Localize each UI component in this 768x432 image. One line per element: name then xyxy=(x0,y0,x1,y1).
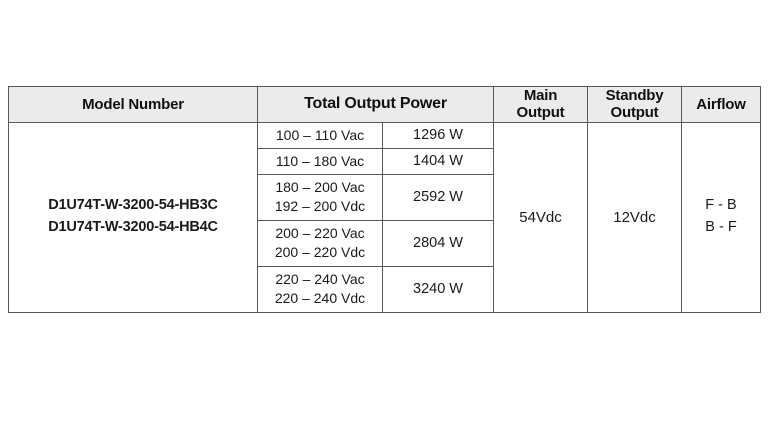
model-number-line1: D1U74T-W-3200-54-HB3C xyxy=(48,197,218,214)
cell-input-range xyxy=(258,148,383,174)
spec-table-container xyxy=(8,86,760,313)
power-supply-spec-table xyxy=(8,86,761,313)
airflow-line1: F - B xyxy=(705,197,737,214)
header-airflow: Airflow xyxy=(682,87,761,123)
cell-standby-output-value: 12Vdc xyxy=(588,122,682,312)
input-range-line2: 220 – 240 Vdc xyxy=(274,290,366,306)
cell-airflow-values xyxy=(682,122,761,312)
input-range-line1: 110 – 180 Vac xyxy=(275,152,365,169)
cell-output-watts: 2592 W xyxy=(383,174,494,220)
cell-output-watts: 2804 W xyxy=(383,220,494,266)
cell-main-output-value: 54Vdc xyxy=(494,122,588,312)
input-range-line2: 192 – 200 Vdc xyxy=(274,198,366,214)
cell-output-watts: 1296 W xyxy=(383,122,494,148)
header-main-output-line2: Output xyxy=(516,104,565,122)
cell-output-watts: 3240 W xyxy=(383,266,494,312)
header-total-output-power: Total Output Power xyxy=(258,87,494,123)
cell-input-range xyxy=(258,266,383,312)
cell-input-range xyxy=(258,220,383,266)
header-model-number: Model Number xyxy=(9,87,258,123)
cell-model-numbers xyxy=(9,122,258,312)
cell-input-range xyxy=(258,122,383,148)
cell-input-range xyxy=(258,174,383,220)
airflow-line2: B - F xyxy=(705,219,737,235)
cell-output-watts: 1404 W xyxy=(383,148,494,174)
input-range-line1: 220 – 240 Vac xyxy=(275,271,365,288)
input-range-line1: 100 – 110 Vac xyxy=(275,126,365,143)
header-standby-output-line2: Output xyxy=(610,104,659,122)
model-number-line2: D1U74T-W-3200-54-HB4C xyxy=(48,219,218,235)
table-row xyxy=(9,122,761,148)
table-header-row xyxy=(9,87,761,123)
input-range-line2: 200 – 220 Vdc xyxy=(274,244,366,260)
header-main-output-line1: Main xyxy=(523,87,558,104)
input-range-line1: 180 – 200 Vac xyxy=(275,179,365,196)
header-standby-output-line1: Standby xyxy=(605,87,664,104)
header-standby-output xyxy=(588,87,682,123)
input-range-line1: 200 – 220 Vac xyxy=(275,225,365,242)
header-main-output xyxy=(494,87,588,123)
